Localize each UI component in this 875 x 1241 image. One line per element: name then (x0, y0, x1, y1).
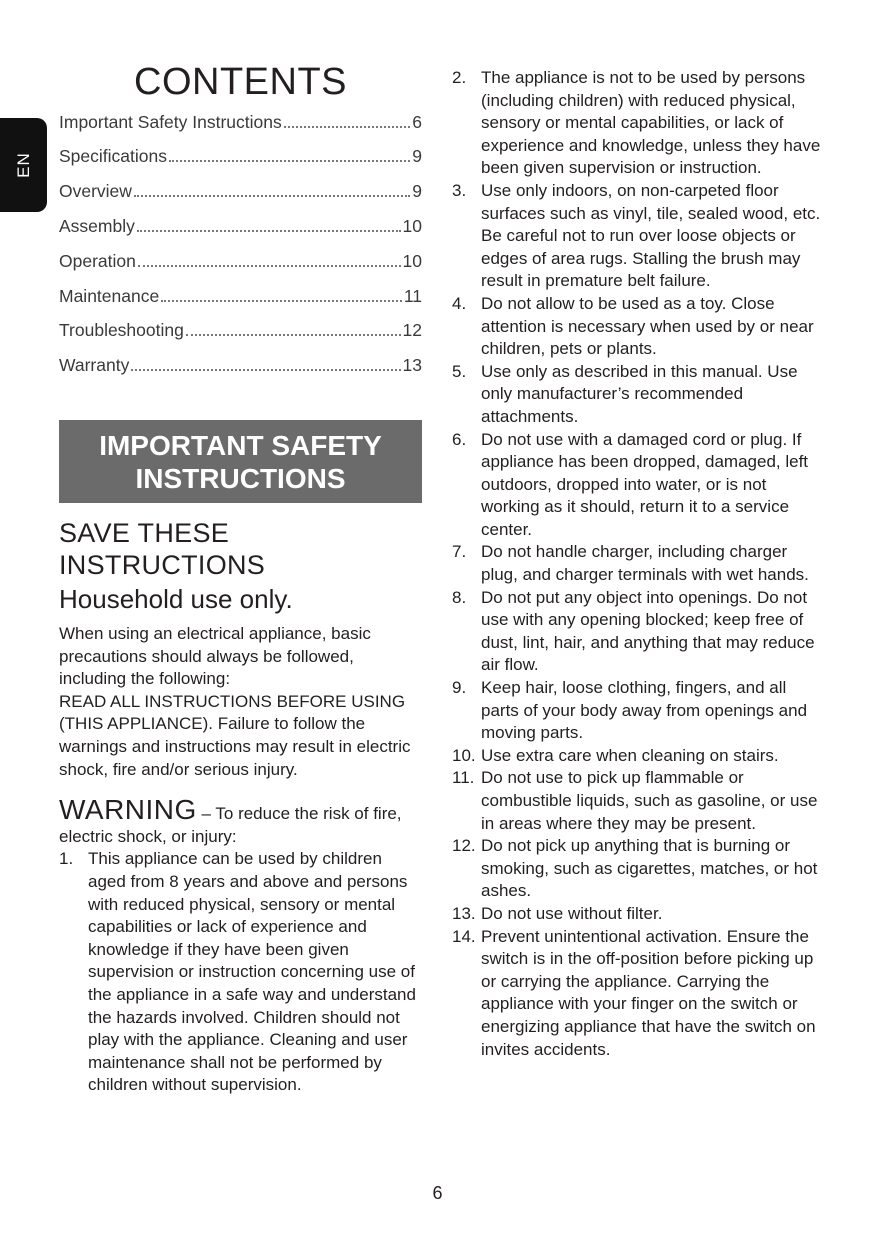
list-item (452, 67, 824, 180)
toc-item[interactable] (59, 181, 422, 216)
list-item-number: 14. (452, 926, 476, 946)
list-item (452, 835, 824, 903)
toc-leader (284, 126, 411, 128)
safety-banner (59, 420, 422, 503)
toc-item[interactable] (59, 251, 422, 286)
safety-list-left (59, 848, 422, 1097)
toc-item-label: Important Safety Instructions (59, 111, 282, 132)
list-item (452, 361, 824, 429)
list-item-text: Keep hair, loose clothing, fingers, and all parts of your body away from openings and moving parts. (481, 678, 808, 743)
list-item (452, 677, 824, 745)
safety-banner-line1: IMPORTANT SAFETY (99, 429, 382, 461)
toc-leader (134, 195, 410, 197)
toc-item-label: Operation (59, 250, 136, 271)
toc-item-page: 13 (402, 355, 422, 376)
list-item-text: This appliance can be used by children aged from 8 years and above and persons with reduced physical, sensory or mental capabilities or lack of experience and knowledge if they have been given supervision or instruction concerning use of the appliance in a safe way and understand the hazards involved. Children should not play with the appliance. Cleaning and user maintenance shall not be performed by children without supervision. (88, 849, 416, 1095)
list-item-text: Do not handle charger, including charger plug, and charger terminals with wet hands. (481, 542, 809, 585)
toc-item-page: 12 (402, 320, 422, 341)
list-item (452, 903, 824, 926)
safety-banner-line2: INSTRUCTIONS (135, 463, 346, 494)
list-item (452, 767, 824, 835)
list-item-number: 7. (452, 542, 467, 562)
toc-item-label: Warranty (59, 355, 130, 376)
toc-item-page: 9 (412, 181, 422, 202)
toc-item-page: 9 (412, 146, 422, 167)
read-all-paragraph: READ ALL INSTRUCTIONS BEFORE USING (THIS APPLIANCE). Failure to follow the warnings and instructions may result in electric shock, fire and/or serious injury. (59, 691, 411, 779)
contents-title: CONTENTS (134, 61, 347, 103)
toc-item-label: Troubleshooting (59, 320, 184, 341)
warning-text: – To reduce the risk of fire, electric shock, or injury: (59, 804, 402, 846)
safety-list-right (452, 67, 824, 1061)
list-item-text: Prevent unintentional activation. Ensure the switch is in the off-position before picking up or carrying the appliance. Carrying the appliance with your finger on the switch or energizing appliance that have the switch on invites accidents. (481, 926, 816, 1059)
list-item-number: 11. (452, 768, 475, 788)
list-item-text: Do not put any object into openings. Do not use with any opening blocked; keep free of dust, lint, hair, and anything that may reduce air flow. (481, 587, 815, 675)
toc-leader (161, 300, 402, 302)
list-item-number: 1. (59, 849, 74, 869)
list-item (452, 429, 824, 542)
list-item-text: Use only indoors, on non-carpeted floor surfaces such as vinyl, tile, sealed wood, etc. Be careful not to run over loose objects or edges of area rugs. Stalling the brush may result in premature belt failure. (481, 180, 821, 291)
list-item-number: 8. (452, 587, 467, 607)
list-item (452, 541, 824, 586)
list-item (59, 848, 422, 1097)
toc-item[interactable] (59, 146, 422, 181)
list-item-number: 5. (452, 361, 467, 381)
list-item-text: Do not pick up anything that is burning or smoking, such as cigarettes, matches, or hot ashes. (481, 836, 818, 901)
toc-item[interactable] (59, 355, 422, 390)
list-item-number: 9. (452, 678, 467, 698)
language-tab-label: EN (13, 152, 33, 178)
list-item (452, 293, 824, 361)
list-item (452, 587, 824, 677)
list-item (452, 180, 824, 293)
page-number: 6 (432, 1183, 443, 1203)
list-item-number: 6. (452, 429, 467, 449)
list-item (452, 745, 824, 768)
intro-paragraph: When using an electrical appliance, basic precautions should always be followed, including the following: (59, 624, 371, 689)
toc-item-label: Assembly (59, 215, 135, 236)
list-item-number: 13. (452, 903, 476, 923)
toc-item-label: Maintenance (59, 285, 160, 306)
list-item-number: 10. (452, 745, 476, 765)
warning-word: WARNING (59, 794, 197, 826)
toc-item[interactable] (59, 286, 422, 321)
list-item-number: 12. (452, 836, 476, 856)
toc-item[interactable] (59, 320, 422, 355)
list-item-text: Do not use without filter. (481, 903, 663, 923)
language-tab (0, 118, 47, 212)
toc-leader (186, 334, 401, 336)
list-item (452, 926, 824, 1062)
list-item-text: Use extra care when cleaning on stairs. (481, 745, 779, 765)
toc-item[interactable] (59, 216, 422, 251)
right-column (452, 67, 824, 1061)
list-item-number: 4. (452, 293, 467, 313)
toc-item-page: 10 (402, 250, 422, 271)
table-of-contents (59, 112, 422, 390)
toc-item-page: 10 (402, 215, 422, 236)
toc-item-label: Specifications (59, 146, 167, 167)
save-instructions-heading: SAVE THESE INSTRUCTIONS (59, 518, 266, 581)
toc-leader (169, 160, 410, 162)
list-item-text: Do not use with a damaged cord or plug. If appliance has been dropped, damaged, left outdoors, dropped into water, or is not working as it should, return it to a service center. (481, 429, 809, 539)
toc-item-page: 11 (403, 285, 422, 306)
toc-leader (138, 265, 401, 267)
list-item-number: 2. (452, 68, 467, 87)
toc-leader (137, 230, 401, 232)
list-item-text: Use only as described in this manual. Use only manufacturer’s recommended attachments. (481, 361, 798, 426)
household-use-heading: Household use only. (59, 583, 293, 614)
toc-item[interactable] (59, 112, 422, 147)
list-item-text: Do not use to pick up flammable or combustible liquids, such as gasoline, or use in areas where they may be present. (481, 768, 818, 833)
warning-line (59, 794, 422, 848)
list-item-number: 3. (452, 180, 467, 200)
toc-item-label: Overview (59, 181, 132, 202)
toc-item-page: 6 (412, 111, 422, 132)
list-item-text: Do not allow to be used as a toy. Close attention is necessary when used by or near children, pets or plants. (481, 293, 814, 359)
left-column (59, 60, 422, 1097)
toc-leader (131, 369, 400, 371)
list-item-text: The appliance is not to be used by persons (including children) with reduced physical, sensory or mental capabilities, or lack of experience and knowledge, unless they have been given supervision or instruction. (481, 68, 821, 178)
